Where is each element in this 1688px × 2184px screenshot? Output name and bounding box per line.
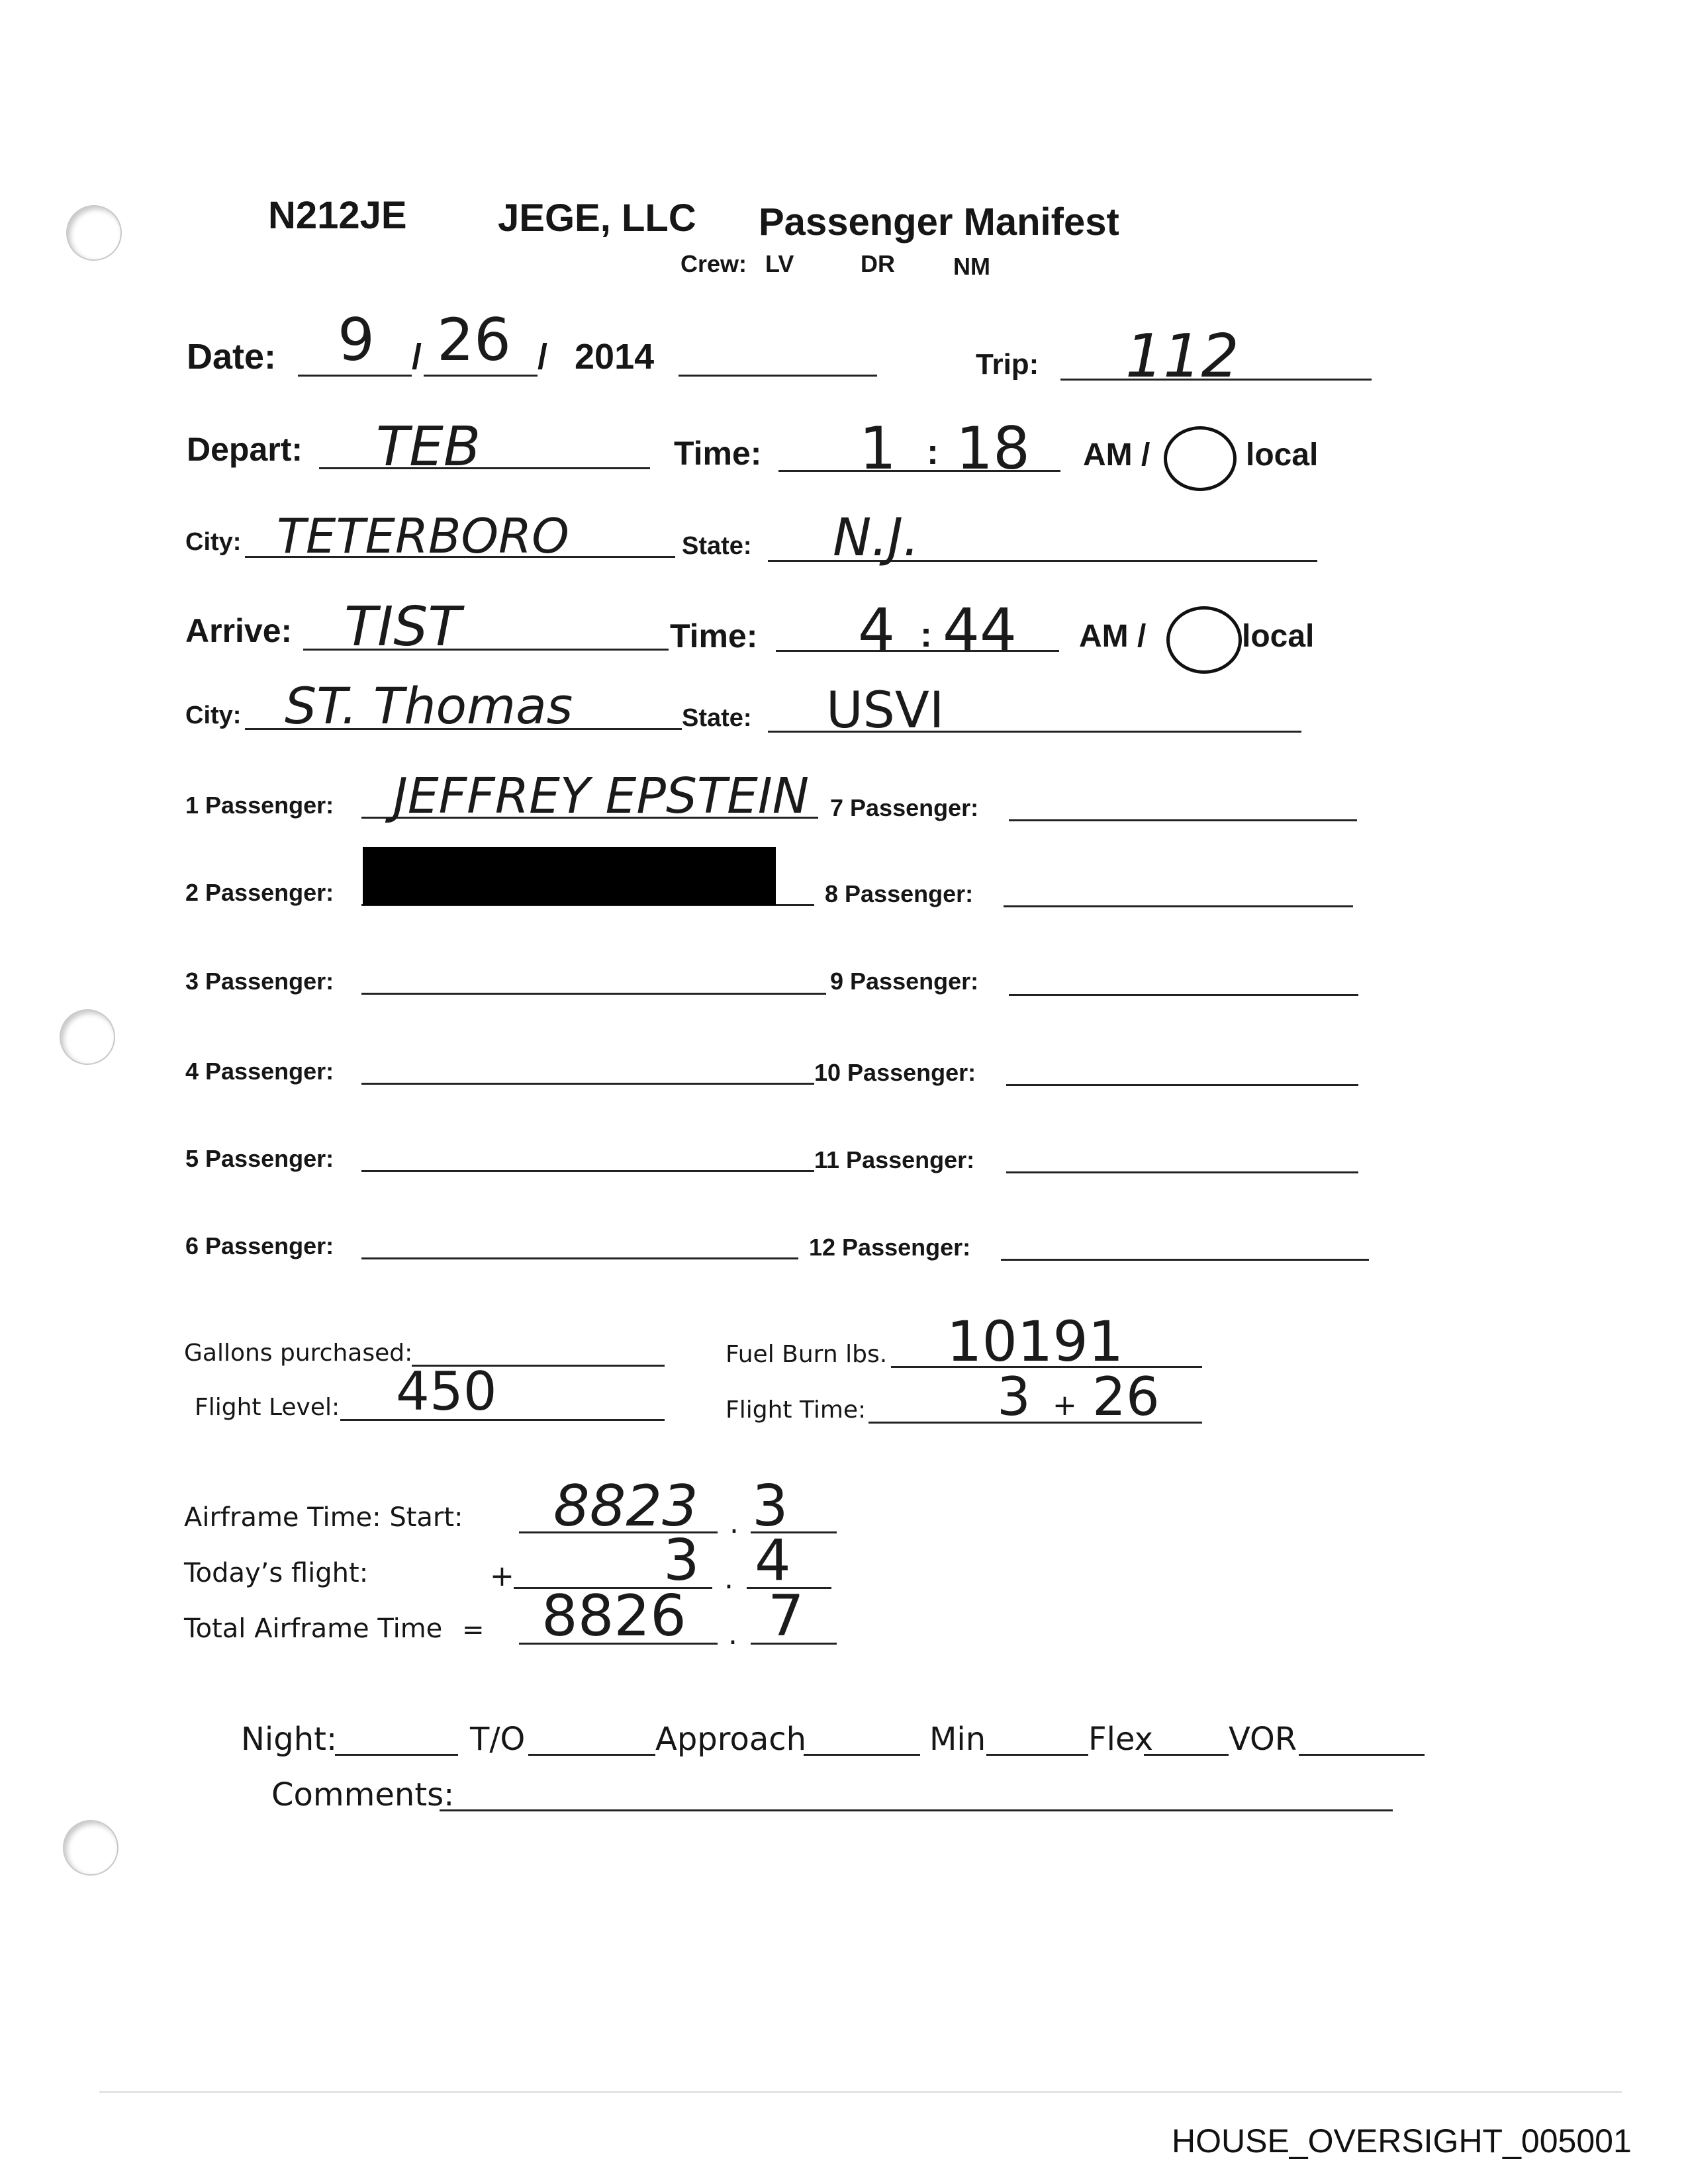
takeoff-label: T/O bbox=[470, 1721, 526, 1758]
flight-time-hours: 3 bbox=[997, 1366, 1031, 1428]
total-airframe-label: Total Airframe Time bbox=[184, 1614, 443, 1644]
flight-time-plus: + bbox=[1053, 1388, 1077, 1422]
redaction-box bbox=[363, 847, 776, 905]
depart-city: TETERBORO bbox=[277, 508, 569, 564]
passenger-7-label: 7 Passenger: bbox=[830, 794, 979, 821]
arrive-local: local bbox=[1242, 619, 1315, 654]
date-slash-2: / bbox=[538, 337, 548, 377]
arrive-airport: TIST bbox=[344, 596, 461, 659]
todays-flight-tenths: 4 bbox=[755, 1527, 791, 1594]
arrive-label: Arrive: bbox=[185, 612, 293, 649]
depart-label: Depart: bbox=[187, 431, 303, 468]
night-label: Night: bbox=[241, 1721, 338, 1758]
passenger-5-label: 5 Passenger: bbox=[185, 1145, 334, 1172]
date-slash-1: / bbox=[412, 337, 422, 377]
airframe-start-decimal-point: . bbox=[729, 1506, 739, 1540]
gallons-label: Gallons purchased: bbox=[184, 1340, 413, 1367]
passenger-1-label: 1 Passenger: bbox=[185, 792, 334, 819]
todays-flight-plus: + bbox=[490, 1559, 514, 1593]
total-airframe-whole: 8826 bbox=[541, 1583, 686, 1649]
pm-circle-mark bbox=[1164, 426, 1237, 491]
depart-airport: TEB bbox=[376, 416, 481, 478]
depart-local: local bbox=[1246, 437, 1319, 473]
flex-label: Flex bbox=[1088, 1721, 1154, 1758]
passenger-3-label: 3 Passenger: bbox=[185, 968, 334, 995]
crew-member-dr: DR bbox=[861, 250, 895, 277]
total-airframe-decimal-point: . bbox=[728, 1617, 737, 1651]
company-name: JEGE, LLC bbox=[498, 197, 696, 240]
crew-member-lv: LV bbox=[765, 250, 794, 277]
passenger-11-label: 11 Passenger: bbox=[814, 1146, 975, 1173]
depart-colon: : bbox=[927, 432, 939, 472]
approach-label: Approach bbox=[655, 1721, 807, 1758]
depart-state: N.J. bbox=[833, 508, 919, 568]
arrive-city-label: City: bbox=[185, 702, 242, 729]
trip-label: Trip: bbox=[976, 348, 1039, 381]
date-year: 2014 bbox=[575, 337, 655, 377]
pm-circle-mark bbox=[1166, 606, 1242, 674]
tail-number: N212JE bbox=[268, 194, 407, 237]
passenger-9-label: 9 Passenger: bbox=[830, 968, 979, 995]
form-title: Passenger Manifest bbox=[759, 201, 1119, 244]
depart-hour: 1 bbox=[859, 414, 896, 482]
passenger-10-label: 10 Passenger: bbox=[814, 1059, 976, 1086]
passenger-2-label: 2 Passenger: bbox=[185, 879, 334, 906]
depart-am-pm: AM / bbox=[1083, 437, 1150, 473]
todays-flight-decimal-point: . bbox=[724, 1562, 733, 1596]
trip-number: 112 bbox=[1125, 322, 1239, 391]
flight-time-label: Flight Time: bbox=[726, 1396, 867, 1424]
fuel-burn-label: Fuel Burn lbs. bbox=[726, 1341, 888, 1368]
total-airframe-equals: = bbox=[462, 1615, 485, 1645]
crew-member-nm: NM bbox=[953, 253, 990, 280]
airframe-start-label: Airframe Time: Start: bbox=[184, 1502, 463, 1533]
arrive-colon: : bbox=[920, 615, 932, 655]
punch-hole bbox=[66, 205, 122, 261]
passenger-4-label: 4 Passenger: bbox=[185, 1058, 334, 1085]
date-month: 9 bbox=[338, 306, 375, 374]
flight-level-value: 450 bbox=[396, 1361, 497, 1422]
min-label: Min bbox=[929, 1721, 986, 1758]
date-label: Date: bbox=[187, 337, 277, 377]
airframe-start-whole: 8823 bbox=[553, 1473, 698, 1539]
airframe-start-tenths: 3 bbox=[752, 1473, 788, 1539]
depart-city-label: City: bbox=[185, 528, 242, 556]
depart-minute: 18 bbox=[956, 414, 1030, 482]
comments-label: Comments: bbox=[271, 1776, 455, 1813]
todays-flight-whole: 3 bbox=[663, 1527, 700, 1594]
vor-label: VOR bbox=[1229, 1721, 1297, 1758]
passenger-12-label: 12 Passenger: bbox=[809, 1234, 971, 1261]
arrive-time-label: Time: bbox=[670, 617, 758, 655]
bates-number: HOUSE_OVERSIGHT_005001 bbox=[1172, 2122, 1632, 2160]
arrive-state-label: State: bbox=[682, 704, 752, 732]
depart-state-label: State: bbox=[682, 532, 752, 560]
fuel-burn-value: 10191 bbox=[947, 1309, 1124, 1374]
passenger-6-label: 6 Passenger: bbox=[185, 1232, 334, 1259]
passenger-8-label: 8 Passenger: bbox=[825, 880, 974, 907]
total-airframe-tenths: 7 bbox=[768, 1583, 804, 1649]
punch-hole bbox=[63, 1820, 118, 1876]
arrive-city: ST. Thomas bbox=[285, 676, 573, 735]
arrive-am-pm: AM / bbox=[1079, 619, 1147, 654]
crew-label: Crew: bbox=[680, 250, 747, 277]
depart-time-label: Time: bbox=[674, 435, 762, 472]
passenger-1-name: JEFFREY EPSTEIN bbox=[393, 768, 810, 825]
arrive-hour: 4 bbox=[858, 596, 895, 664]
arrive-minute: 44 bbox=[943, 596, 1017, 664]
date-day: 26 bbox=[437, 306, 511, 374]
punch-hole bbox=[60, 1009, 115, 1065]
arrive-state: USVI bbox=[826, 680, 945, 739]
flight-level-label: Flight Level: bbox=[195, 1394, 340, 1421]
flight-time-minutes: 26 bbox=[1092, 1366, 1160, 1428]
todays-flight-label: Today’s flight: bbox=[184, 1558, 369, 1588]
